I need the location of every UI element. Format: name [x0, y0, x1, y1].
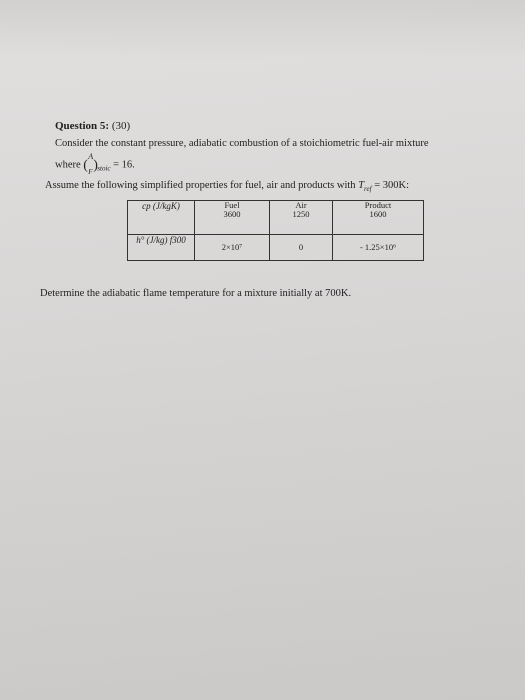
table-row-cp: [128, 201, 424, 235]
enthalpy-label: h° (J/kg) f300: [136, 235, 186, 245]
value-air-h: 0: [298, 242, 304, 252]
stoic-subscript: stoic: [97, 164, 111, 173]
assume-text: Assume the following simplified properties for fuel, air and products with: [45, 180, 356, 191]
cell-air-h: [270, 235, 333, 261]
row-label-enthalpy: [128, 235, 195, 261]
header-fuel: Fuel: [224, 200, 240, 210]
cell-fuel-h: [195, 235, 270, 261]
ratio-value: = 16.: [113, 159, 135, 171]
table-row-enthalpy: [128, 235, 424, 261]
value-fuel-cp: 3600: [223, 209, 241, 219]
cell-fuel-cp: [195, 201, 270, 235]
value-product-h: - 1.25×10⁶: [359, 242, 397, 252]
question-line-3: [45, 180, 409, 193]
fraction-denominator: F: [88, 168, 93, 176]
question-points: (30): [111, 120, 131, 132]
air-fuel-ratio-fraction: ( A F ): [83, 152, 98, 176]
cell-air-cp: [270, 201, 333, 235]
value-air-cp: 1250: [292, 209, 310, 219]
question-title: [55, 120, 130, 132]
fraction-numerator: A: [88, 152, 94, 161]
paper-shadow: [0, 0, 525, 60]
question-line-1: Consider the constant pressure, adiabatic combustion of a stoichiometric fuel-air mixture: [55, 138, 429, 149]
question-number: Question 5:: [55, 120, 110, 132]
properties-table: [127, 200, 424, 261]
determine-instruction: Determine the adiabatic flame temperature for a mixture initially at 700K.: [40, 288, 352, 299]
cp-label: cp (J/kgK): [142, 201, 180, 211]
row-label-cp: [128, 201, 195, 235]
t-ref-symbol: T: [358, 180, 365, 191]
cell-product-h: [333, 235, 424, 261]
question-line-2: [55, 152, 135, 176]
header-product: Product: [364, 200, 392, 210]
value-product-cp: 1600: [369, 209, 387, 219]
ref-subscript: ref: [364, 185, 372, 194]
value-fuel-h: 2×10⁷: [221, 242, 243, 252]
cell-product-cp: [333, 201, 424, 235]
t-ref-value: = 300K:: [374, 180, 409, 191]
header-air: Air: [295, 200, 307, 210]
where-text: where: [55, 159, 81, 171]
